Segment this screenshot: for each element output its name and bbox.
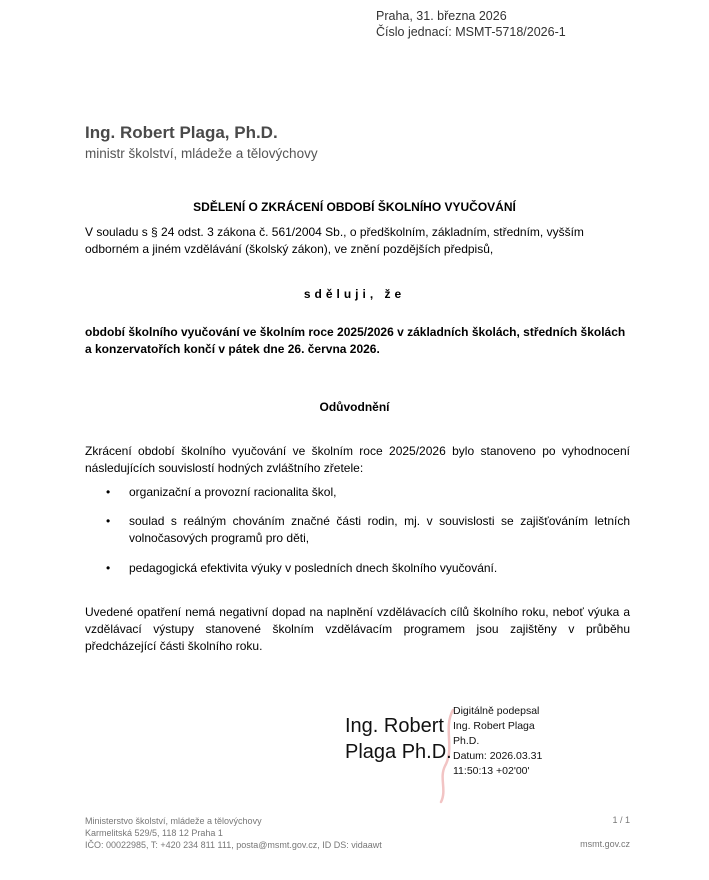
justification-title: Odůvodnění bbox=[319, 400, 390, 414]
signature-detail-line: 11:50:13 +02'00' bbox=[453, 765, 530, 777]
sender-name: Ing. Robert Plaga, Ph.D. bbox=[85, 123, 278, 142]
bullet-icon: • bbox=[106, 514, 111, 528]
intro-paragraph: V souladu s § 24 odst. 3 zákona č. 561/2004 Sb., o předškolním, základním, středním, vyšším odborném a jiném vzdělávání (školský zákon), ve znění pozdějších předpisů, bbox=[85, 225, 584, 256]
footer bbox=[85, 815, 382, 851]
signature-detail-line: Ph.D. bbox=[453, 735, 480, 747]
signature-detail-line: Digitálně podepsal bbox=[453, 705, 540, 717]
sender-role: ministr školství, mládeže a tělovýchovy bbox=[85, 146, 318, 161]
list-item-text: soulad s reálným chováním značné části rodin, mj. v souvislosti se zajišťováním letních volnočasových programů pro děti, bbox=[129, 514, 630, 545]
justification-paragraph: Zkrácení období školního vyučování ve školním roce 2025/2026 bylo stanoveno po vyhodnocení následujících souvislostí hodných zvláštního zřetele: bbox=[85, 444, 630, 475]
footer-org: Ministerstvo školství, mládeže a tělovýchovy bbox=[85, 816, 262, 826]
bullet-icon: • bbox=[106, 561, 111, 575]
footer-domain: msmt.gov.cz bbox=[580, 839, 630, 849]
closing-paragraph: Uvedené opatření nemá negativní dopad na naplnění vzdělávacích cílů školního roku, neboť výuka a vzdělávací výstupy stanovené školním vzdělávacím programem jsou zajištěny v průběhu předcházející části školního roku. bbox=[85, 605, 630, 653]
signature-detail-line: Ing. Robert Plaga bbox=[453, 720, 535, 732]
signature-name-line2: Plaga Ph.D. bbox=[345, 741, 452, 763]
decision-paragraph: období školního vyučování ve školním roce 2025/2026 v základních školách, středních školách a konzervatořích končí v pátek dne 26. června 2026. bbox=[85, 325, 626, 356]
signature-name bbox=[345, 713, 452, 765]
page-number: 1 / 1 bbox=[612, 815, 630, 825]
signature-detail-line: Datum: 2026.03.31 bbox=[453, 750, 543, 762]
justification-list bbox=[106, 484, 630, 577]
footer-address: Karmelitská 529/5, 118 12 Praha 1 bbox=[85, 828, 223, 838]
signature-details bbox=[453, 704, 542, 779]
signature-name-line1: Ing. Robert bbox=[345, 715, 444, 737]
reference-number: Číslo jednací: MSMT-5718/2026-1 bbox=[376, 25, 566, 39]
list-item-text: pedagogická efektivita výuky v posledních dnech školního vyučování. bbox=[129, 561, 498, 575]
footer-contact: IČO: 00022985, T: +420 234 811 111, posta@msmt.gov.cz, ID DS: vidaawt bbox=[85, 840, 382, 850]
list-item bbox=[106, 484, 630, 501]
bullet-icon: • bbox=[106, 485, 111, 499]
place-date: Praha, 31. března 2026 bbox=[376, 9, 507, 23]
list-item bbox=[106, 513, 630, 547]
declaration: sděluji, že bbox=[303, 287, 406, 301]
document-title: SDĚLENÍ O ZKRÁCENÍ OBDOBÍ ŠKOLNÍHO VYUČOVÁNÍ bbox=[193, 200, 516, 214]
document-header bbox=[376, 8, 566, 40]
list-item bbox=[106, 560, 630, 577]
list-item-text: organizační a provozní racionalita škol, bbox=[129, 485, 337, 499]
